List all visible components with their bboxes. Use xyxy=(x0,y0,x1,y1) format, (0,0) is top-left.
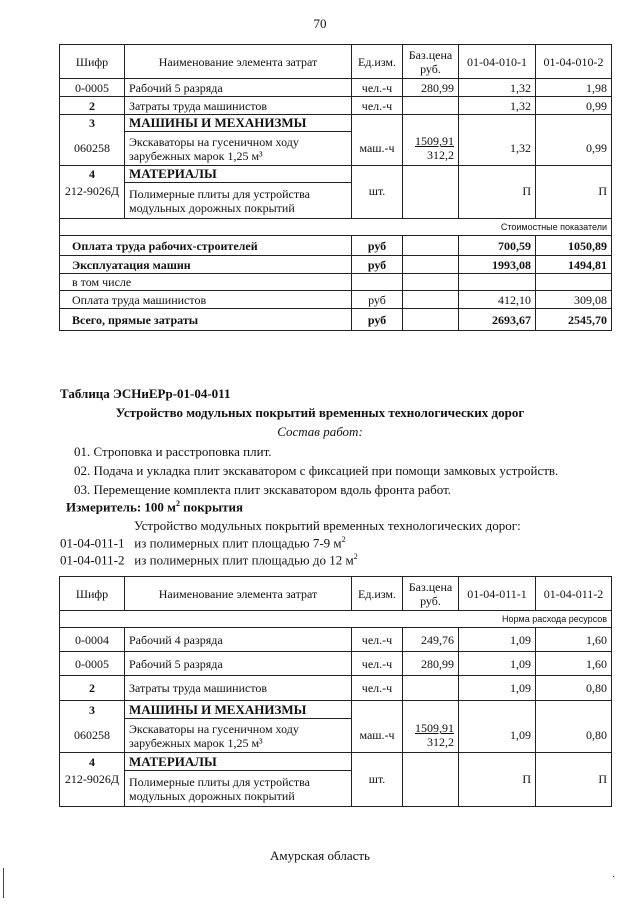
measure-line xyxy=(66,499,243,515)
cell-name: Рабочий 5 разряда xyxy=(125,652,352,676)
cell-value-2: 0,99 xyxy=(536,132,612,166)
table-title: Таблица ЭСНиЕРр-01-04-011 xyxy=(60,386,231,401)
header-col-1: 01-04-011-1 xyxy=(459,577,536,611)
price-main: 1509,91 xyxy=(415,134,454,149)
cell-name: Полимерные плиты для устройства модульных дорожных покрытий xyxy=(125,771,352,807)
cell-name-text: Экскаваторы на гусеничном ходу зарубежных марок 1,25 м³ xyxy=(129,134,299,163)
table-row xyxy=(60,183,612,219)
norm-note-row xyxy=(60,611,612,628)
cost-name: в том числе xyxy=(60,274,352,291)
table-row xyxy=(60,628,612,652)
table-row xyxy=(60,79,612,97)
header-price: Баз.цена руб. xyxy=(403,45,459,79)
cost-row xyxy=(60,236,612,256)
cell-unit: чел.-ч xyxy=(352,97,403,115)
resource-norm-note: Норма расхода ресурсов xyxy=(60,611,612,628)
section-row xyxy=(60,701,612,719)
variant-text: из полимерных плит площадью до 12 м xyxy=(134,552,354,568)
cell-code: 060258 xyxy=(60,132,125,166)
variant-item xyxy=(60,552,358,568)
cell-value-2: П xyxy=(536,771,612,807)
cost-value-1: 412,10 xyxy=(459,291,536,309)
cell-name: Затраты труда машинистов xyxy=(125,97,352,115)
table-row xyxy=(60,719,612,753)
cell-code: 2 xyxy=(60,676,125,701)
cell-price: 280,99 xyxy=(403,652,459,676)
cell-price xyxy=(403,132,459,166)
price-machinist: 312,2 xyxy=(427,148,454,163)
cell-code: 2 xyxy=(60,97,125,115)
cell-code: 212-9026Д xyxy=(60,183,125,219)
section-title: МАТЕРИАЛЫ xyxy=(125,753,352,771)
cost-value-2: 2545,70 xyxy=(536,309,612,331)
table-header-row xyxy=(60,577,612,611)
header-unit: Ед.изм. xyxy=(352,577,403,611)
section-title: МАШИНЫ И МЕХАНИЗМЫ xyxy=(125,701,352,719)
cell-unit: шт. xyxy=(352,771,403,807)
cell-code: 212-9026Д xyxy=(60,771,125,807)
cost-name: Всего, прямые затраты xyxy=(60,309,352,331)
header-name: Наименование элемента затрат xyxy=(125,45,352,79)
cell-code: 060258 xyxy=(60,719,125,753)
measure-sup: 2 xyxy=(176,499,181,508)
cell-value-1: 1,32 xyxy=(459,97,536,115)
cell-unit: чел.-ч xyxy=(352,676,403,701)
cell-price xyxy=(403,719,459,753)
cell-value-2: 0,80 xyxy=(536,676,612,701)
header-code: Шифр xyxy=(60,45,125,79)
cost-value-1: 1993,08 xyxy=(459,256,536,274)
table-row xyxy=(60,771,612,807)
measure-tail: покрытия xyxy=(180,499,244,515)
section-heading: Устройство модульных покрытий временных технологических дорог xyxy=(115,405,525,420)
scan-edge-line xyxy=(3,868,4,898)
cell-value-1: 1,09 xyxy=(459,676,536,701)
cell-value-2: 1,60 xyxy=(536,652,612,676)
variant-sup: 2 xyxy=(353,552,358,561)
cell-unit: чел.-ч xyxy=(352,628,403,652)
cell-unit: маш.-ч xyxy=(352,132,403,166)
cell-value-2: 0,80 xyxy=(536,719,612,753)
cell-price: 249,76 xyxy=(403,628,459,652)
table-row xyxy=(60,132,612,166)
cost-row xyxy=(60,291,612,309)
cost-row xyxy=(60,274,612,291)
table-row xyxy=(60,652,612,676)
cost-value-2: 1494,81 xyxy=(536,256,612,274)
cell-unit: чел.-ч xyxy=(352,79,403,97)
cell-name xyxy=(125,132,352,166)
estimate-table-2 xyxy=(59,576,612,807)
cost-name: Оплата труда машинистов xyxy=(60,291,352,309)
section-code: 4 xyxy=(60,753,125,771)
cell-name: Затраты труда машинистов xyxy=(125,676,352,701)
section-code: 3 xyxy=(60,701,125,719)
cost-unit: руб xyxy=(352,309,403,331)
variant-text: из полимерных плит площадью 7-9 м xyxy=(134,535,342,551)
cost-value-2: 309,08 xyxy=(536,291,612,309)
cell-value-1: 1,09 xyxy=(459,719,536,753)
cell-value-2: 1,60 xyxy=(536,628,612,652)
cost-unit: руб xyxy=(352,291,403,309)
cell-code: 0-0005 xyxy=(60,79,125,97)
cell-value-1: 1,09 xyxy=(459,628,536,652)
work-item: 02. Подача и укладка плит экскаватором с фиксацией при помощи замковых устройств. xyxy=(74,463,559,478)
cell-price xyxy=(403,771,459,807)
cost-value-1: 2693,67 xyxy=(459,309,536,331)
cell-price xyxy=(403,676,459,701)
cell-name: Экскаваторы на гусеничном ходу зарубежных марок 1,25 м³ xyxy=(125,719,352,753)
cell-value-1: 1,32 xyxy=(459,132,536,166)
cell-unit: чел.-ч xyxy=(352,652,403,676)
section-title: МАТЕРИАЛЫ xyxy=(125,166,352,183)
cell-name: Полимерные плиты для устройства модульных дорожных покрытий xyxy=(125,183,352,219)
header-col-2: 01-04-010-2 xyxy=(536,45,612,79)
measure-label: Измеритель: 100 м xyxy=(66,499,177,515)
cost-name: Оплата труда рабочих-строителей xyxy=(60,236,352,256)
section-code: 4 xyxy=(60,166,125,183)
cost-unit: руб xyxy=(352,256,403,274)
header-price: Баз.цена руб. xyxy=(403,577,459,611)
cell-price: 280,99 xyxy=(403,79,459,97)
page-footer-region: Амурская область xyxy=(270,848,370,863)
header-col-2: 01-04-011-2 xyxy=(536,577,612,611)
cell-value-2: 0,99 xyxy=(536,97,612,115)
section-code: 3 xyxy=(60,115,125,132)
cell-unit: шт. xyxy=(352,183,403,219)
work-item: 01. Строповка и расстроповка плит. xyxy=(74,444,272,459)
cell-value-2: П xyxy=(536,183,612,219)
cell-value-2: 1,98 xyxy=(536,79,612,97)
price-main: 1509,91 xyxy=(415,721,454,736)
cost-indicators-note: Стоимостные показатели xyxy=(60,219,612,236)
variants-description: Устройство модульных покрытий временных технологических дорог: xyxy=(134,518,521,533)
section-row xyxy=(60,753,612,771)
corner-mark: · xyxy=(612,872,616,883)
cost-value-1: 700,59 xyxy=(459,236,536,256)
cost-name: Эксплуатация машин xyxy=(60,256,352,274)
cost-unit: руб xyxy=(352,236,403,256)
section-title: МАШИНЫ И МЕХАНИЗМЫ xyxy=(125,115,352,132)
cost-value-2: 1050,89 xyxy=(536,236,612,256)
header-code: Шифр xyxy=(60,577,125,611)
variant-code: 01-04-011-1 xyxy=(60,535,125,551)
cost-note-row xyxy=(60,219,612,236)
cell-value-1: 1,09 xyxy=(459,652,536,676)
cell-value-1: 1,32 xyxy=(459,79,536,97)
section-row xyxy=(60,166,612,183)
header-name: Наименование элемента затрат xyxy=(125,577,352,611)
price-machinist: 312,2 xyxy=(427,735,454,750)
estimate-table-1 xyxy=(59,44,612,331)
cell-unit: маш.-ч xyxy=(352,719,403,753)
works-subheading: Состав работ: xyxy=(277,424,363,439)
variant-code: 01-04-011-2 xyxy=(60,552,125,568)
cell-name: Рабочий 4 разряда xyxy=(125,628,352,652)
cell-price xyxy=(403,97,459,115)
header-col-1: 01-04-010-1 xyxy=(459,45,536,79)
cost-row xyxy=(60,256,612,274)
section-row xyxy=(60,115,612,132)
page-number: 70 xyxy=(313,16,327,31)
variant-sup: 2 xyxy=(341,535,346,544)
table-header-row xyxy=(60,45,612,79)
cell-code: 0-0005 xyxy=(60,652,125,676)
header-unit: Ед.изм. xyxy=(352,45,403,79)
table-row xyxy=(60,97,612,115)
variant-item xyxy=(60,535,346,551)
cell-price xyxy=(403,183,459,219)
table-row xyxy=(60,676,612,701)
work-item: 03. Перемещение комплекта плит экскаватором вдоль фронта работ. xyxy=(74,482,452,497)
cell-value-1: П xyxy=(459,771,536,807)
cell-value-1: П xyxy=(459,183,536,219)
cost-row xyxy=(60,309,612,331)
cell-name: Рабочий 5 разряда xyxy=(125,79,352,97)
cell-code: 0-0004 xyxy=(60,628,125,652)
